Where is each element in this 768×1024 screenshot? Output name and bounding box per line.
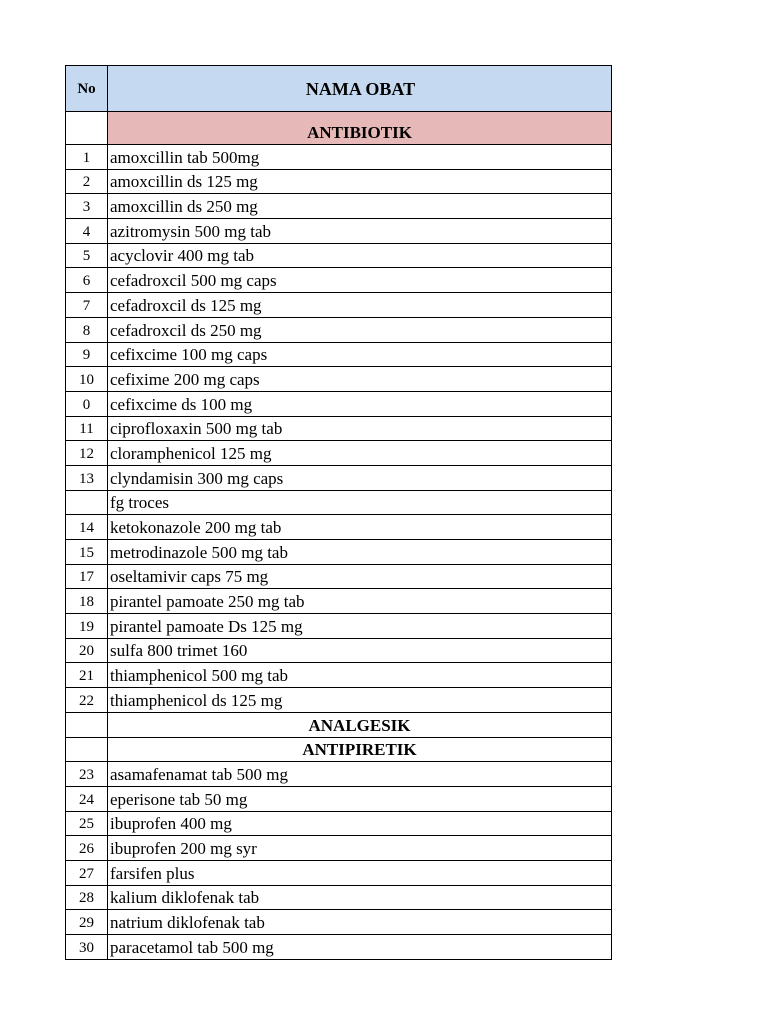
row-number-cell[interactable]: 20 xyxy=(66,638,108,663)
table-row xyxy=(66,465,612,490)
header-row xyxy=(66,66,612,112)
category-row xyxy=(66,737,612,762)
category-row xyxy=(66,712,612,737)
drug-name-cell[interactable]: ibuprofen 400 mg xyxy=(108,811,612,836)
table-row xyxy=(66,836,612,861)
row-number-cell[interactable]: 17 xyxy=(66,564,108,589)
drug-list-body xyxy=(66,66,612,960)
row-number-cell[interactable]: 21 xyxy=(66,663,108,688)
table-row xyxy=(66,589,612,614)
drug-name-cell[interactable]: acyclovir 400 mg tab xyxy=(108,243,612,268)
table-row xyxy=(66,490,612,515)
row-number-cell[interactable]: 18 xyxy=(66,589,108,614)
row-number-cell[interactable]: 15 xyxy=(66,540,108,565)
row-number-cell[interactable]: 19 xyxy=(66,614,108,639)
drug-list-table xyxy=(65,65,612,960)
row-number-cell[interactable]: 22 xyxy=(66,688,108,713)
table-row xyxy=(66,811,612,836)
row-number-cell[interactable]: 3 xyxy=(66,194,108,219)
row-number-cell[interactable]: 2 xyxy=(66,169,108,194)
drug-name-cell[interactable]: metrodinazole 500 mg tab xyxy=(108,540,612,565)
table-row xyxy=(66,243,612,268)
drug-name-cell[interactable]: natrium diklofenak tab xyxy=(108,910,612,935)
table-row xyxy=(66,317,612,342)
drug-name-cell[interactable]: cefadroxcil ds 250 mg xyxy=(108,317,612,342)
row-number-cell[interactable]: 27 xyxy=(66,860,108,885)
drug-name-cell[interactable]: pirantel pamoate Ds 125 mg xyxy=(108,614,612,639)
row-number-cell[interactable]: 8 xyxy=(66,317,108,342)
row-number-cell[interactable]: 24 xyxy=(66,786,108,811)
drug-name-cell[interactable]: clyndamisin 300 mg caps xyxy=(108,465,612,490)
drug-name-cell[interactable]: eperisone tab 50 mg xyxy=(108,786,612,811)
table-row xyxy=(66,194,612,219)
drug-name-cell[interactable]: asamafenamat tab 500 mg xyxy=(108,762,612,787)
table-row xyxy=(66,515,612,540)
drug-name-cell[interactable]: thiamphenicol 500 mg tab xyxy=(108,663,612,688)
row-number-cell[interactable]: 10 xyxy=(66,367,108,392)
drug-name-cell[interactable]: cefadroxcil ds 125 mg xyxy=(108,293,612,318)
row-number-cell[interactable]: 28 xyxy=(66,885,108,910)
row-number-cell[interactable]: 26 xyxy=(66,836,108,861)
table-row xyxy=(66,638,612,663)
drug-name-cell[interactable]: fg troces xyxy=(108,490,612,515)
drug-name-cell[interactable]: sulfa 800 trimet 160 xyxy=(108,638,612,663)
category-name-cell[interactable]: ANALGESIK xyxy=(108,712,612,737)
row-number-cell[interactable]: 29 xyxy=(66,910,108,935)
table-row xyxy=(66,293,612,318)
table-row xyxy=(66,564,612,589)
row-number-cell[interactable] xyxy=(66,112,108,145)
table-row xyxy=(66,145,612,170)
row-number-cell[interactable]: 0 xyxy=(66,391,108,416)
table-row xyxy=(66,169,612,194)
row-number-cell[interactable]: 7 xyxy=(66,293,108,318)
table-row xyxy=(66,268,612,293)
drug-name-cell[interactable]: amoxcillin ds 125 mg xyxy=(108,169,612,194)
category-name-cell[interactable]: ANTIBIOTIK xyxy=(108,112,612,145)
row-number-cell[interactable]: 23 xyxy=(66,762,108,787)
table-row xyxy=(66,762,612,787)
table-row xyxy=(66,860,612,885)
row-number-cell[interactable]: 11 xyxy=(66,416,108,441)
table-row xyxy=(66,367,612,392)
drug-name-cell[interactable]: thiamphenicol ds 125 mg xyxy=(108,688,612,713)
table-row xyxy=(66,342,612,367)
row-number-cell[interactable]: 30 xyxy=(66,935,108,960)
row-number-cell[interactable]: 1 xyxy=(66,145,108,170)
table-row xyxy=(66,391,612,416)
drug-name-cell[interactable]: cefixime 200 mg caps xyxy=(108,367,612,392)
drug-name-cell[interactable]: ciprofloxaxin 500 mg tab xyxy=(108,416,612,441)
table-row xyxy=(66,786,612,811)
row-number-cell[interactable]: 9 xyxy=(66,342,108,367)
row-number-cell[interactable]: 6 xyxy=(66,268,108,293)
drug-name-cell[interactable]: cefixcime 100 mg caps xyxy=(108,342,612,367)
drug-name-cell[interactable]: amoxcillin ds 250 mg xyxy=(108,194,612,219)
row-number-cell[interactable]: 12 xyxy=(66,441,108,466)
drug-name-cell[interactable]: azitromysin 500 mg tab xyxy=(108,219,612,244)
row-number-cell[interactable]: 13 xyxy=(66,465,108,490)
row-number-cell[interactable] xyxy=(66,712,108,737)
header-no-cell[interactable]: No xyxy=(66,66,108,112)
drug-name-cell[interactable]: cefixcime ds 100 mg xyxy=(108,391,612,416)
row-number-cell[interactable]: 5 xyxy=(66,243,108,268)
table-row xyxy=(66,416,612,441)
drug-name-cell[interactable]: ketokonazole 200 mg tab xyxy=(108,515,612,540)
category-name-cell[interactable]: ANTIPIRETIK xyxy=(108,737,612,762)
drug-name-cell[interactable]: cefadroxcil 500 mg caps xyxy=(108,268,612,293)
drug-name-cell[interactable]: cloramphenicol 125 mg xyxy=(108,441,612,466)
row-number-cell[interactable] xyxy=(66,490,108,515)
row-number-cell[interactable]: 14 xyxy=(66,515,108,540)
drug-name-cell[interactable]: oseltamivir caps 75 mg xyxy=(108,564,612,589)
table-row xyxy=(66,885,612,910)
table-row xyxy=(66,219,612,244)
drug-name-cell[interactable]: ibuprofen 200 mg syr xyxy=(108,836,612,861)
table-row xyxy=(66,935,612,960)
drug-name-cell[interactable]: paracetamol tab 500 mg xyxy=(108,935,612,960)
table-row xyxy=(66,614,612,639)
table-row xyxy=(66,441,612,466)
header-name-cell[interactable]: NAMA OBAT xyxy=(108,66,612,112)
table-row xyxy=(66,540,612,565)
row-number-cell[interactable] xyxy=(66,737,108,762)
table-row xyxy=(66,688,612,713)
row-number-cell[interactable]: 4 xyxy=(66,219,108,244)
category-row xyxy=(66,112,612,145)
drug-name-cell[interactable]: kalium diklofenak tab xyxy=(108,885,612,910)
drug-name-cell[interactable]: amoxcillin tab 500mg xyxy=(108,145,612,170)
table-row xyxy=(66,663,612,688)
drug-name-cell[interactable]: farsifen plus xyxy=(108,860,612,885)
table-row xyxy=(66,910,612,935)
drug-name-cell[interactable]: pirantel pamoate 250 mg tab xyxy=(108,589,612,614)
row-number-cell[interactable]: 25 xyxy=(66,811,108,836)
